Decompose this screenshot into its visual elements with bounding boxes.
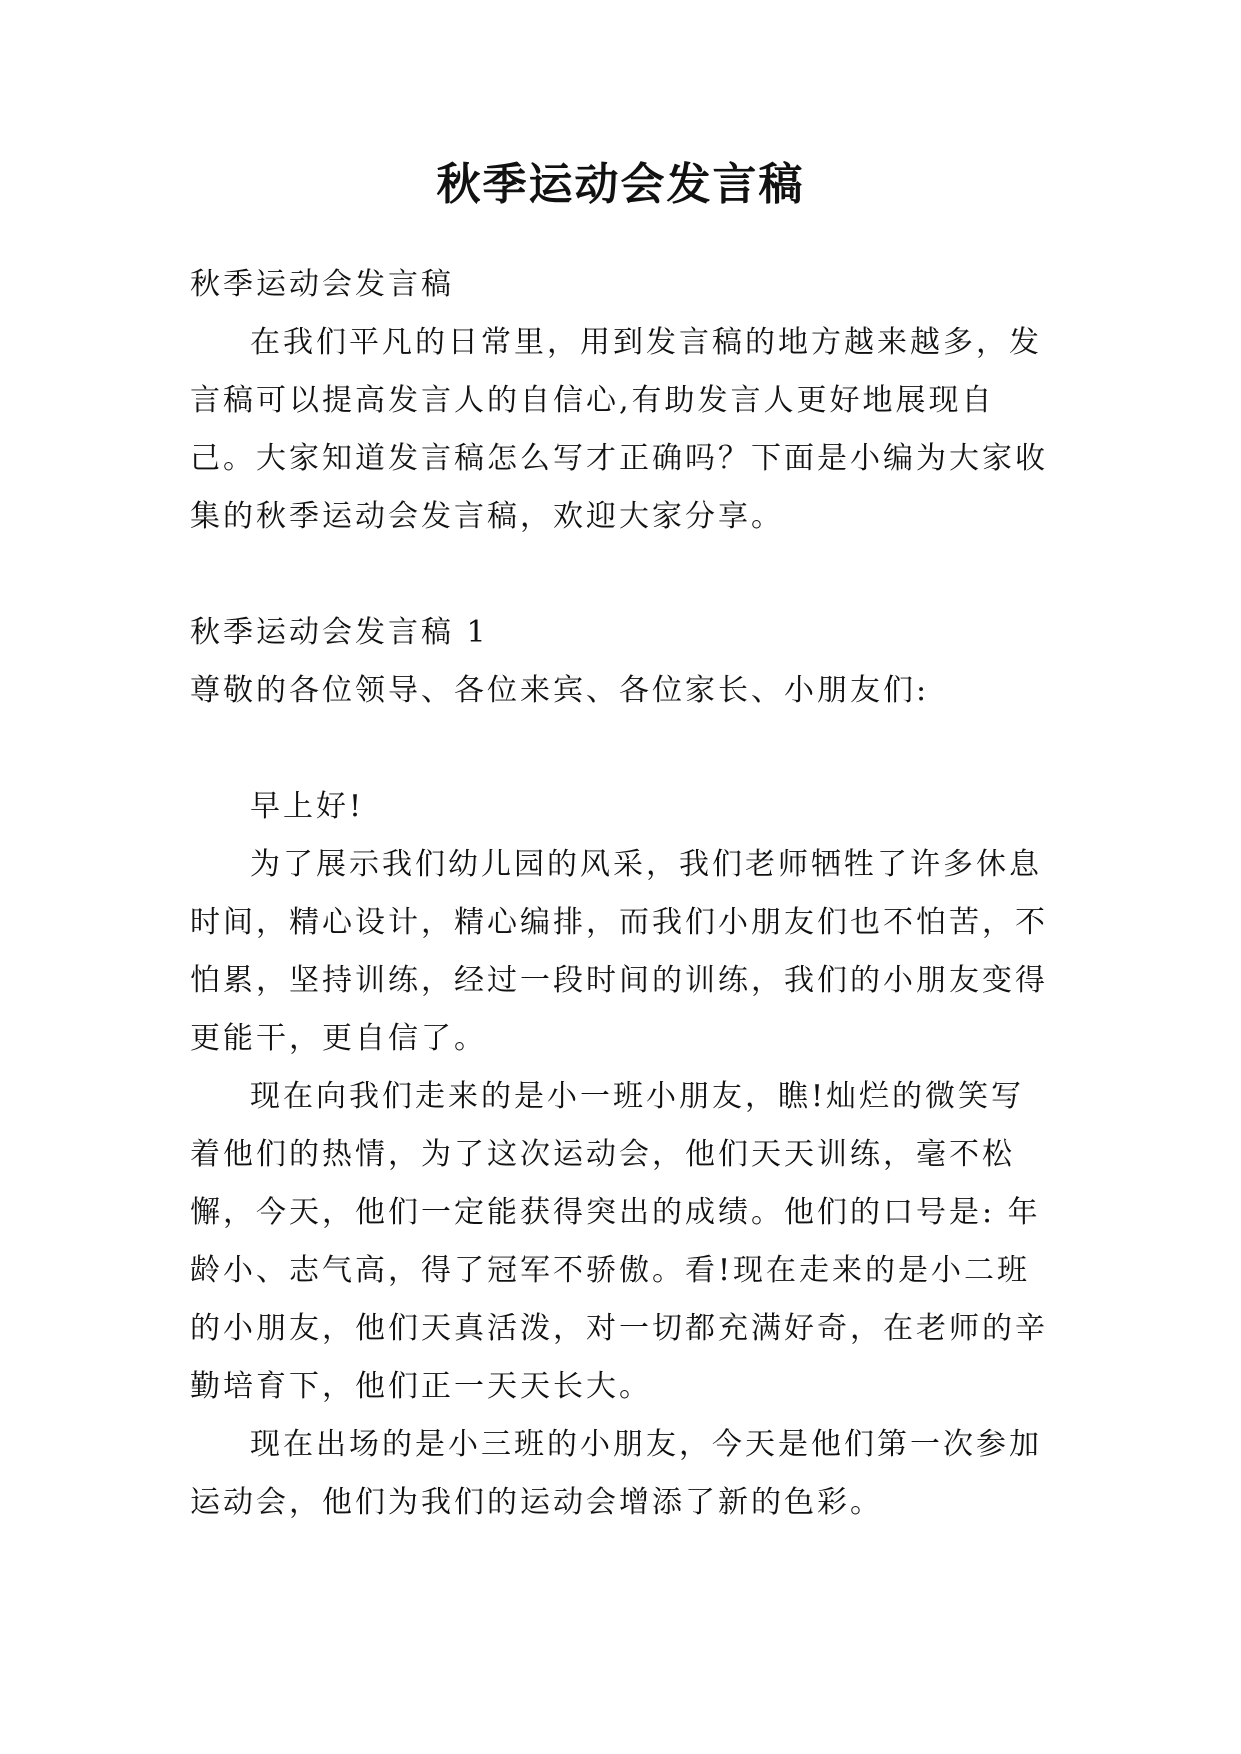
greeting: 早上好!	[250, 789, 365, 824]
salutation: 尊敬的各位领导、各位来宾、各位家长、小朋友们:	[190, 673, 930, 708]
body-paragraph: 为了展示我们幼儿园的风采，我们老师牺牲了许多休息时间，精心设计，精心编排，而我们小朋友们也不怕苦，不怕累，坚持训练，经过一段时间的训练，我们的小朋友变得更能干，更自信了。	[190, 847, 1048, 1056]
section-heading: 秋季运动会发言稿 1	[190, 615, 489, 650]
spacer	[190, 546, 1050, 604]
subtitle: 秋季运动会发言稿	[190, 267, 454, 302]
body-paragraph: 现在向我们走来的是小一班小朋友，瞧!灿烂的微笑写着他们的热情，为了这次运动会，他们天天训练，毫不松懈，今天，他们一定能获得突出的成绩。他们的口号是: 年龄小、志气高，得了冠军不骄傲。看!现在走来的是小二班的小朋友，他们天真活泼，对一切都充满好奇，在老师的辛勤培育下，他们正一天天长大。	[190, 1079, 1048, 1404]
document-title: 秋季运动会发言稿	[436, 159, 805, 210]
body-paragraph: 现在出场的是小三班的小朋友，今天是他们第一次参加运动会，他们为我们的运动会增添了新的色彩。	[190, 1427, 1042, 1520]
spacer	[190, 720, 1050, 778]
document-body	[190, 256, 1050, 1532]
intro-paragraph: 在我们平凡的日常里，用到发言稿的地方越来越多，发言稿可以提高发言人的自信心,有助发言人更好地展现自己。大家知道发言稿怎么写才正确吗？下面是小编为大家收集的秋季运动会发言稿，欢迎大家分享。	[190, 325, 1048, 534]
